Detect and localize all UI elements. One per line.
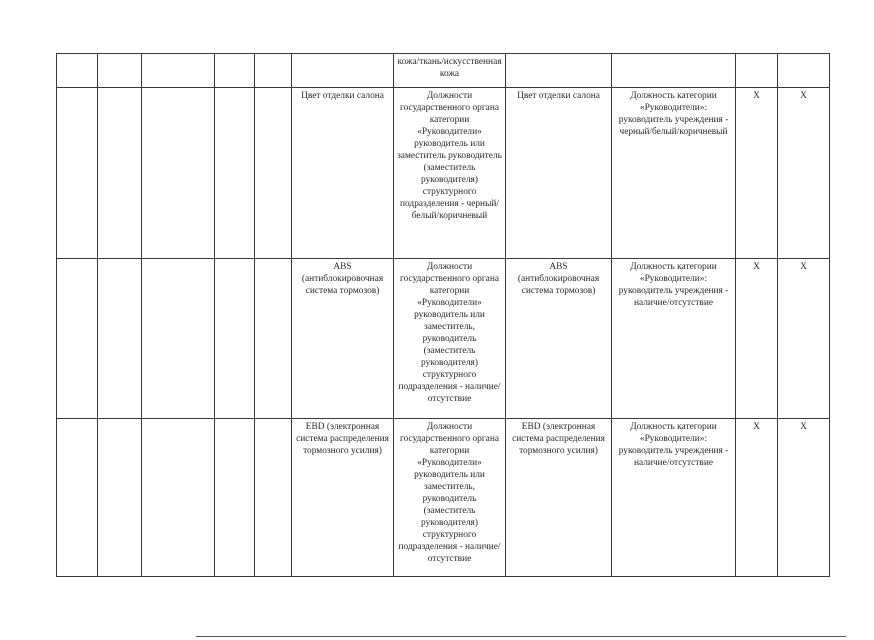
mark-cell: X [778, 259, 830, 419]
mark-cell: X [736, 88, 778, 259]
table-cell [255, 54, 292, 88]
inst-positions-cell: Должность категории «Руководители»: руководитель учреждения - наличие/отсутствие [612, 259, 736, 419]
inst-positions-cell [612, 54, 736, 88]
table-cell [57, 419, 98, 577]
table-cell [215, 54, 255, 88]
mark-cell [736, 54, 778, 88]
table-cell [255, 259, 292, 419]
table-cell [255, 88, 292, 259]
table-cell [98, 259, 142, 419]
table-cell [142, 54, 215, 88]
feature-cell: Цвет отделки салона [292, 88, 394, 259]
table-cell [57, 88, 98, 259]
mark-cell: X [778, 419, 830, 577]
feature-inst-cell: ABS (антиблокировочная система тормозов) [506, 259, 612, 419]
gov-positions-cell: Должности государственного органа категории «Руководители» руководитель или заместитель руководитель (заместитель руководителя) структурного подразделения - черный/белый/коричневый [394, 88, 506, 259]
feature-inst-cell: EBD (электронная система распределения тормозного усилия) [506, 419, 612, 577]
table-cell [255, 419, 292, 577]
table-cell [215, 88, 255, 259]
table-row [57, 54, 830, 88]
table-cell [98, 54, 142, 88]
table-cell [57, 54, 98, 88]
gov-positions-cell: Должности государственного органа категории «Руководители» руководитель или заместитель, руководитель (заместитель руководителя) структурного подразделения - наличие/отсутствие [394, 259, 506, 419]
page-bottom-line [196, 636, 846, 637]
mark-cell: X [736, 259, 778, 419]
feature-cell: ABS (антиблокировочная система тормозов) [292, 259, 394, 419]
table-row [57, 259, 830, 419]
gov-positions-cell: Должности государственного органа категории «Руководители» руководитель или заместитель, руководитель (заместитель руководителя) структурного подразделения - наличие/отсутствие [394, 419, 506, 577]
feature-cell: EBD (электронная система распределения тормозного усилия) [292, 419, 394, 577]
gov-positions-cell: кожа/ткань/искусственная кожа [394, 54, 506, 88]
table-cell [98, 419, 142, 577]
feature-inst-cell: Цвет отделки салона [506, 88, 612, 259]
table-row [57, 88, 830, 259]
table-cell [215, 259, 255, 419]
characteristics-table [56, 53, 830, 577]
table-cell [98, 88, 142, 259]
mark-cell: X [736, 419, 778, 577]
table-cell [142, 88, 215, 259]
table-row [57, 419, 830, 577]
inst-positions-cell: Должность категории «Руководители»: руководитель учреждения - черный/белый/коричневый [612, 88, 736, 259]
feature-inst-cell [506, 54, 612, 88]
mark-cell: X [778, 88, 830, 259]
table-cell [215, 419, 255, 577]
inst-positions-cell: Должность категории «Руководители»: руководитель учреждения - наличие/отсутствие [612, 419, 736, 577]
table-cell [57, 259, 98, 419]
table-cell [142, 419, 215, 577]
feature-cell [292, 54, 394, 88]
table-cell [142, 259, 215, 419]
mark-cell [778, 54, 830, 88]
